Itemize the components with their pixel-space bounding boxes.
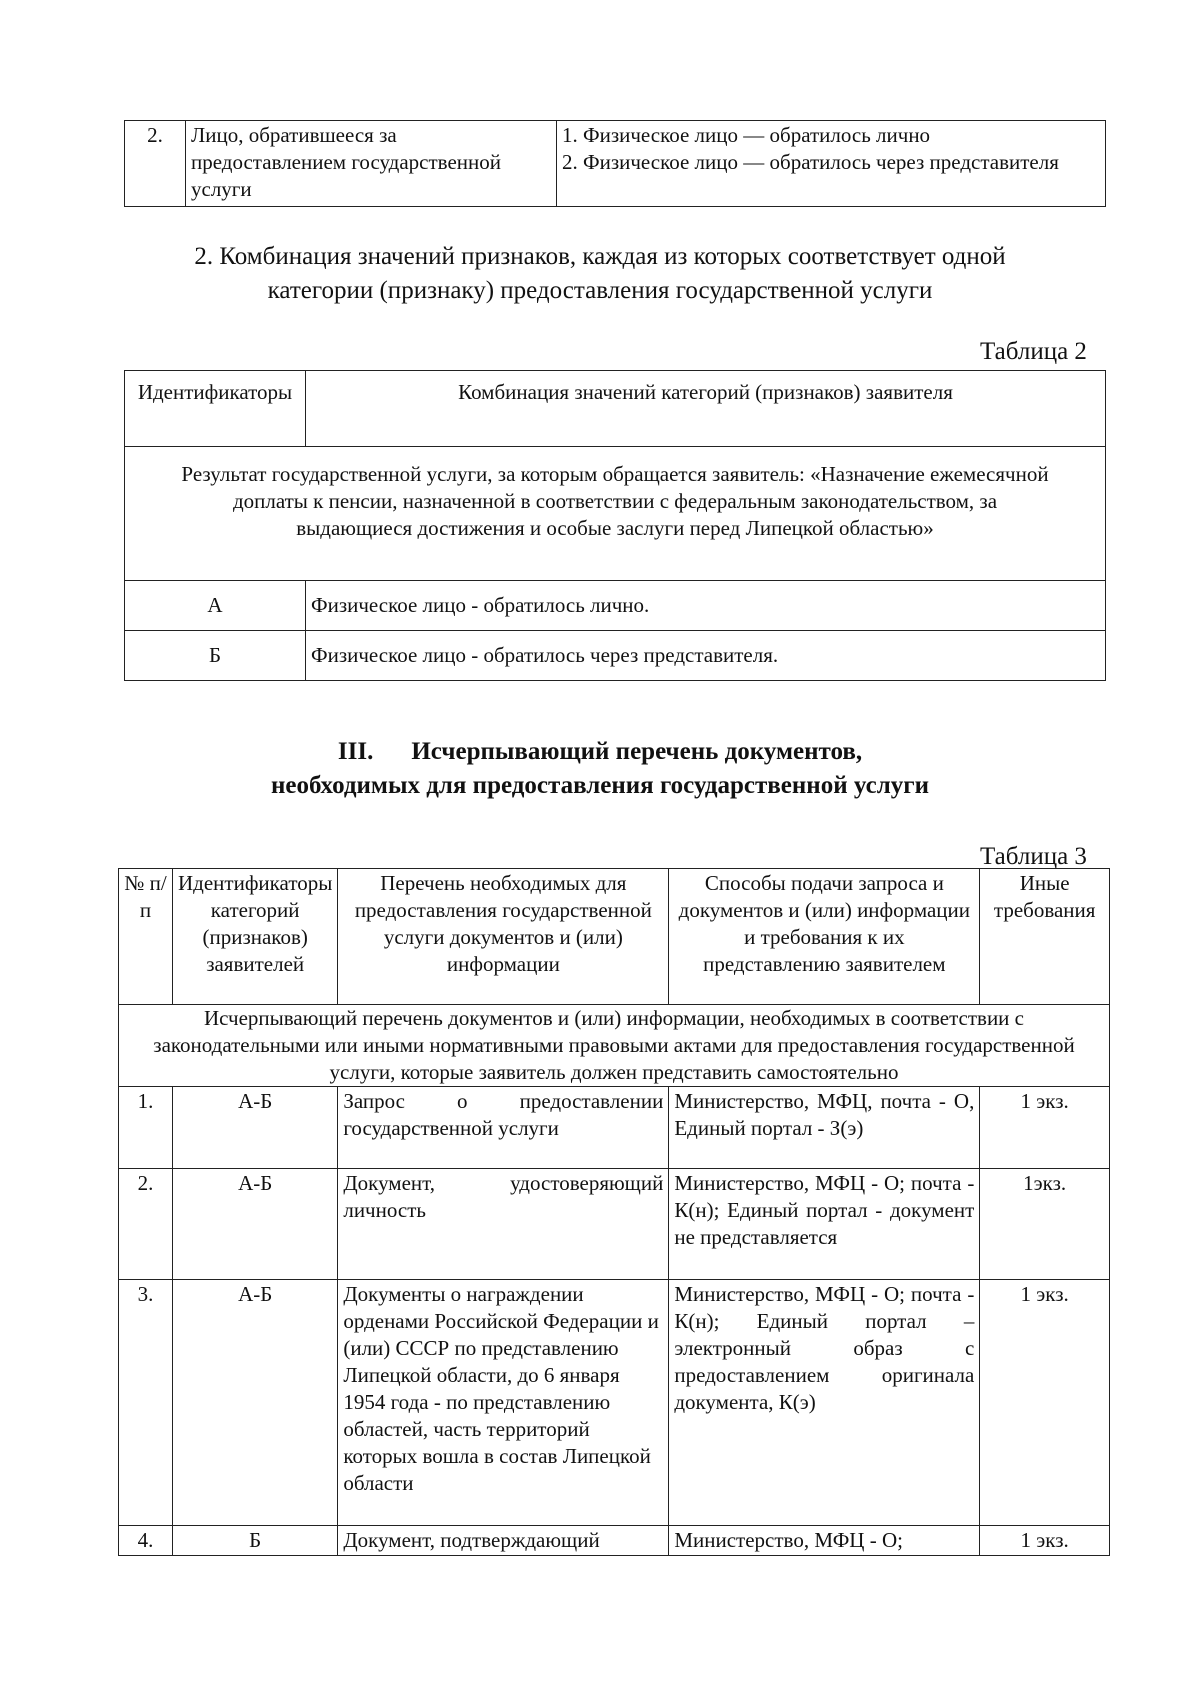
row-id: Б bbox=[173, 1526, 338, 1556]
row-other: 1 экз. bbox=[980, 1087, 1110, 1169]
row-method: Министерство, МФЦ - О; почта - К(н); Единый портал – электронный образ с предоставлением оригинала документа, К(э) bbox=[669, 1280, 980, 1526]
table-row bbox=[125, 121, 1106, 207]
header-other: Иные требования bbox=[980, 869, 1110, 1005]
table-row bbox=[125, 631, 1106, 681]
table-span-row bbox=[119, 1005, 1110, 1087]
section-3-title-2: необходимых для предоставления государственной услуги bbox=[271, 772, 929, 799]
row-id: А bbox=[125, 581, 306, 631]
row-other: 1 экз. bbox=[980, 1526, 1110, 1556]
row-number: 3. bbox=[119, 1280, 173, 1526]
table-row bbox=[119, 1169, 1110, 1280]
row-document: Документ, подтверждающий bbox=[338, 1526, 669, 1556]
table-header-row bbox=[125, 371, 1106, 447]
table-header-row bbox=[119, 869, 1110, 1005]
table-row bbox=[119, 1526, 1110, 1556]
row-number: 2. bbox=[119, 1169, 173, 1280]
section-3-line-1 bbox=[100, 735, 1100, 769]
row-number: 4. bbox=[119, 1526, 173, 1556]
table-row bbox=[119, 1280, 1110, 1526]
row-id: А-Б bbox=[173, 1280, 338, 1526]
header-combination: Комбинация значений категорий (признаков) заявителя bbox=[306, 371, 1106, 447]
row-document: Запрос о предоставлении государственной услуги bbox=[338, 1087, 669, 1169]
section-3-title-1: Исчерпывающий перечень документов, bbox=[411, 738, 863, 765]
value-1: 1. Физическое лицо — обратилось лично bbox=[562, 123, 931, 147]
header-documents: Перечень необходимых для предоставления государственной услуги документов и (или) информации bbox=[338, 869, 669, 1005]
section-3-number: III. bbox=[337, 738, 374, 765]
section-3-heading bbox=[100, 735, 1100, 803]
row-id: А-Б bbox=[173, 1169, 338, 1280]
table-result-row bbox=[125, 447, 1106, 581]
table-3 bbox=[118, 868, 1110, 1556]
header-number: № п/п bbox=[119, 869, 173, 1005]
result-text: Результат государственной услуги, за которым обращается заявитель: «Назначение ежемесячной доплаты к пенсии, назначенной в соответствии с федеральным законодательством, за выдающиеся достижения и особые заслуги перед Липецкой областью» bbox=[125, 447, 1106, 581]
row-id: А-Б bbox=[173, 1087, 338, 1169]
table-row bbox=[125, 581, 1106, 631]
row-name: Лицо, обратившееся за предоставлением государственной услуги bbox=[186, 121, 557, 207]
row-method: Министерство, МФЦ, почта - О, Единый портал - З(э) bbox=[669, 1087, 980, 1169]
row-method: Министерство, МФЦ - О; bbox=[669, 1526, 980, 1556]
table-2 bbox=[124, 370, 1106, 681]
table-2-caption: Таблица 2 bbox=[980, 338, 1087, 365]
row-text: Физическое лицо - обратилось через представителя. bbox=[306, 631, 1106, 681]
table-row bbox=[119, 1087, 1110, 1169]
table-1 bbox=[124, 120, 1106, 207]
header-identifiers: Идентификаторы категорий (признаков) заявителей bbox=[173, 869, 338, 1005]
row-other: 1 экз. bbox=[980, 1280, 1110, 1526]
row-number: 2. bbox=[125, 121, 186, 207]
row-id: Б bbox=[125, 631, 306, 681]
row-number: 1. bbox=[119, 1087, 173, 1169]
combination-heading: 2. Комбинация значений признаков, каждая из которых соответствует одной категории (признаку) предоставления государственной услуги bbox=[194, 243, 1006, 304]
row-values bbox=[557, 121, 1106, 207]
row-document: Документы о награждении орденами Российской Федерации и (или) СССР по представлению Липецкой области, до 6 января 1954 года - по представлению областей, часть территорий которых вошла в состав Липецкой области bbox=[338, 1280, 669, 1526]
row-method: Министерство, МФЦ - О; почта - К(н); Единый портал - документ не представляется bbox=[669, 1169, 980, 1280]
header-methods: Способы подачи запроса и документов и (или) информации и требования к их представлению заявителем bbox=[669, 869, 980, 1005]
row-document: Документ, удостоверяющий личность bbox=[338, 1169, 669, 1280]
row-text: Физическое лицо - обратилось лично. bbox=[306, 581, 1106, 631]
table-3-caption: Таблица 3 bbox=[980, 843, 1087, 870]
span-row-text: Исчерпывающий перечень документов и (или) информации, необходимых в соответствии с законодательными или иными нормативными правовыми актами для предоставления государственной услуги, которые заявитель должен представить самостоятельно bbox=[119, 1005, 1110, 1087]
row-other: 1экз. bbox=[980, 1169, 1110, 1280]
header-identifiers: Идентификаторы bbox=[125, 371, 306, 447]
value-2: 2. Физическое лицо — обратилось через представителя bbox=[562, 150, 1059, 174]
